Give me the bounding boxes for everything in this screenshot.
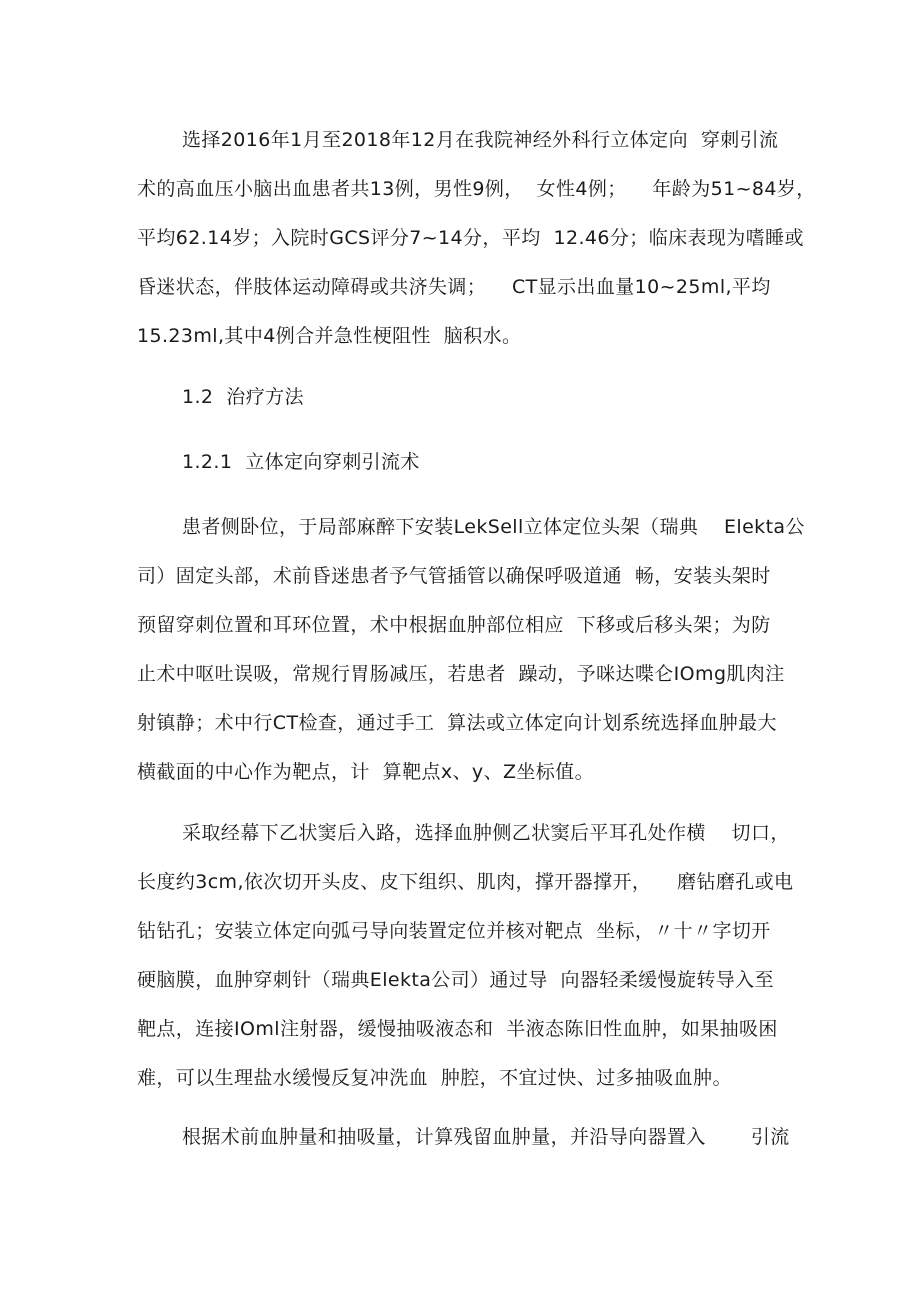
text-line: 长度约3cm,依次切开头皮、皮下组织、肌肉，撑开器撑开， 磨钻磨孔或电 xyxy=(137,871,794,893)
text-line: 预留穿刺位置和耳环位置，术中根据血肿部位相应 下移或后移头架；为防 xyxy=(137,614,771,636)
text-line: 平均62.14岁；入院时GCS评分7~14分，平均 12.46分；临床表现为嗜睡或 xyxy=(137,227,804,249)
subsection-heading: 1.2.1 立体定向穿刺引流术 xyxy=(182,451,420,473)
text-line: 射镇静；术中行CT检查，通过手工 算法或立体定向计划系统选择血肿最大 xyxy=(137,712,777,734)
text-line: 硬脑膜，血肿穿刺针（瑞典Elekta公司）通过导 向器轻柔缓慢旋转导入至 xyxy=(137,969,774,991)
text-line: 昏迷状态，伴肢体运动障碍或共济失调； CT显示出血量10~25ml,平均 xyxy=(137,276,771,298)
text-line: 术的高血压小脑出血患者共13例，男性9例， 女性4例； 年龄为51~84岁， xyxy=(137,178,816,200)
text-line: 钻钻孔；安装立体定向弧弓导向装置定位并核对靶点 坐标，〃十〃字切开 xyxy=(137,920,771,942)
text-line: 采取经幕下乙状窦后入路，选择血肿侧乙状窦后平耳孔处作横 切口， xyxy=(182,822,790,844)
section-heading: 1.2 治疗方法 xyxy=(182,386,304,408)
text-line: 横截面的中心作为靶点，计 算靶点x、y、Z坐标值。 xyxy=(137,761,594,783)
text-line: 15.23ml,其中4例合并急性梗阻性 脑积水。 xyxy=(137,325,522,347)
text-line: 选择2016年1月至2018年12月在我院神经外科行立体定向 穿刺引流 xyxy=(182,129,779,151)
text-line: 患者侧卧位，于局部麻醉下安装LekSell立体定位头架（瑞典 Elekta公 xyxy=(182,516,805,538)
text-line: 根据术前血肿量和抽吸量，计算残留血肿量，并沿导向器置入 引流 xyxy=(182,1126,790,1148)
text-line: 司）固定头部，术前昏迷患者予气管插管以确保呼吸道通 畅，安装头架时 xyxy=(137,565,771,587)
text-line: 止术中呕吐误吸，常规行胃肠减压，若患者 躁动，予咪达喋仑IOmg肌肉注 xyxy=(137,663,785,685)
text-line: 靶点，连接IOml注射器，缓慢抽吸液态和 半液态陈旧性血肿，如果抽吸困 xyxy=(137,1018,778,1040)
text-line: 难，可以生理盐水缓慢反复冲洗血 肿腔，不宜过快、过多抽吸血肿。 xyxy=(137,1067,732,1089)
